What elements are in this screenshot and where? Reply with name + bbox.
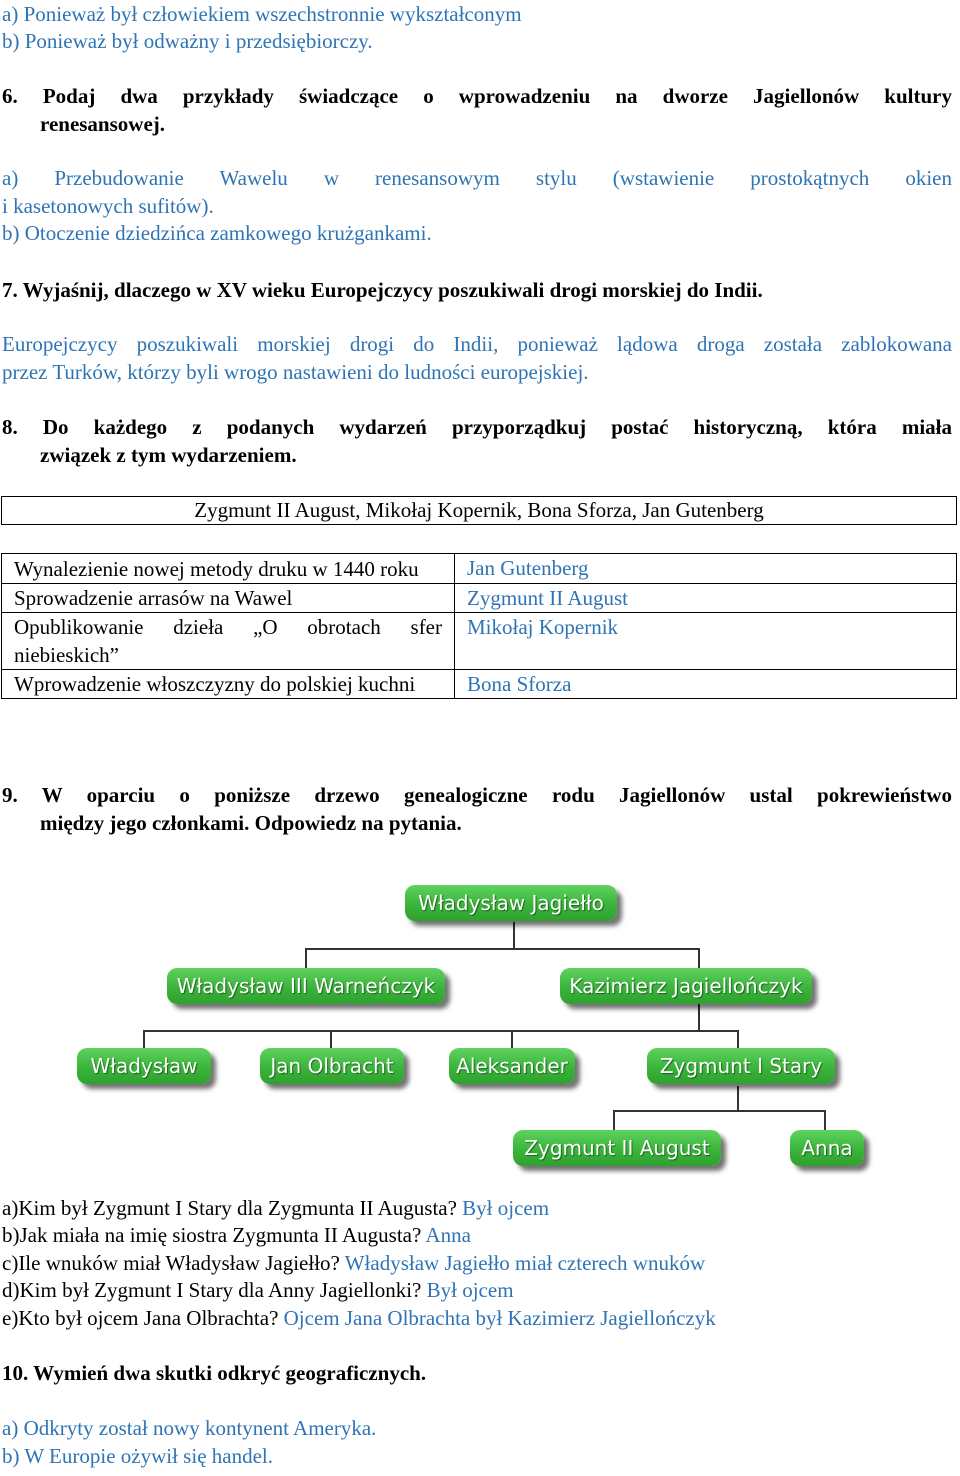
q9-question-a: a)Kim był Zygmunt I Stary dla Zygmunta II Augusta?: [2, 1196, 457, 1220]
tree-node-gen3: Władysław: [77, 1048, 211, 1084]
q7-answer-line2: przez Turków, którzy byli wrogo nastawieni do ludności europejskiej.: [2, 360, 589, 384]
tree-connector: [737, 1086, 739, 1112]
q8-question-line1: 8. Do każdego z podanych wydarzeń przyporządkuj postać historyczną, która miała: [2, 415, 952, 439]
event-cell: Wynalezienie nowej metody druku w 1440 roku: [2, 554, 455, 584]
q9-qa-d: [2, 1276, 514, 1304]
tree-connector: [737, 1030, 739, 1048]
person-cell: Jan Gutenberg: [455, 554, 957, 584]
tree-node-gen4: Zygmunt II August: [513, 1130, 721, 1166]
q6-answer-a-line2: i kasetonowych sufitów).: [2, 194, 214, 218]
person-cell: Zygmunt II August: [455, 584, 957, 613]
q9-qa-e: [2, 1304, 716, 1332]
q9-qa-c: [2, 1249, 705, 1277]
q9-answer-a: Był ojcem: [462, 1196, 550, 1220]
q9-question-d: d)Kim był Zygmunt I Stary dla Anny Jagiellonki?: [2, 1278, 422, 1302]
q8-names-box: Zygmunt II August, Mikołaj Kopernik, Bona Sforza, Jan Gutenberg: [1, 496, 957, 525]
q9-answer-d: Był ojcem: [426, 1278, 514, 1302]
tree-node-gen4: Anna: [790, 1130, 864, 1166]
q8-question-line2: związek z tym wydarzeniem.: [40, 443, 297, 467]
tree-connector: [511, 1030, 513, 1048]
q9-answer-e: Ojcem Jana Olbrachta był Kazimierz Jagiellończyk: [283, 1306, 716, 1330]
table-row: [2, 670, 957, 699]
event-cell: Wprowadzenie włoszczyzny do polskiej kuchni: [2, 670, 455, 699]
tree-connector: [305, 948, 307, 968]
q7-answer-line1: Europejczycy poszukiwali morskiej drogi do Indii, ponieważ lądowa droga została zablokowana: [2, 332, 952, 356]
tree-connector: [698, 948, 700, 968]
person-cell: Mikołaj Kopernik: [455, 613, 957, 670]
q9-question-e: e)Kto był ojcem Jana Olbrachta?: [2, 1306, 279, 1330]
q5-answer-b: b) Ponieważ był odważny i przedsiębiorczy.: [2, 29, 373, 53]
tree-node-gen3: Aleksander: [449, 1048, 575, 1084]
q10-question: 10. Wymień dwa skutki odkryć geograficznych.: [2, 1361, 427, 1385]
q9-question-c: c)Ile wnuków miał Władysław Jagiełło?: [2, 1251, 340, 1275]
tree-node-gen3: Jan Olbracht: [260, 1048, 404, 1084]
q10-answer-b: b) W Europie ożywił się handel.: [2, 1444, 273, 1468]
q8-match-table: [1, 553, 957, 699]
tree-connector: [513, 922, 515, 950]
tree-connector: [143, 1030, 145, 1048]
tree-node-gen3: Zygmunt I Stary: [647, 1048, 835, 1084]
q10-answer-a: a) Odkryty został nowy kontynent Ameryka.: [2, 1416, 377, 1440]
table-row: [2, 554, 957, 584]
tree-node-gen2: Kazimierz Jagiellończyk: [560, 968, 812, 1004]
q6-question-line2: renesansowej.: [40, 112, 166, 136]
q9-question-line2: między jego członkami. Odpowiedz na pytania.: [40, 811, 462, 835]
q7-question: 7. Wyjaśnij, dlaczego w XV wieku Europejczycy poszukiwali drogi morskiej do Indii.: [2, 278, 763, 302]
q9-question-line1: 9. W oparciu o poniższe drzewo genealogiczne rodu Jagiellonów ustal pokrewieństwo: [2, 783, 952, 807]
q5-answer-a: a) Ponieważ był człowiekiem wszechstronnie wykształconym: [2, 2, 522, 26]
tree-connector: [305, 948, 700, 950]
table-row: [2, 584, 957, 613]
q6-question-line1: 6. Podaj dwa przykłady świadczące o wprowadzeniu na dworze Jagiellonów kultury: [2, 84, 952, 108]
q9-question-b: b)Jak miała na imię siostra Zygmunta II Augusta?: [2, 1223, 422, 1247]
q9-answer-c: Władysław Jagiełło miał czterech wnuków: [344, 1251, 706, 1275]
tree-connector: [330, 1030, 332, 1048]
q6-answer-b: b) Otoczenie dziedzińca zamkowego krużgankami.: [2, 221, 432, 245]
tree-connector: [824, 1110, 826, 1130]
q6-answer-a-line1: a) Przebudowanie Wawelu w renesansowym stylu (wstawienie prostokątnych okien: [2, 166, 952, 190]
tree-connector: [613, 1110, 826, 1112]
event-cell: Sprowadzenie arrasów na Wawel: [2, 584, 455, 613]
tree-connector: [698, 1004, 700, 1032]
q9-qa-a: [2, 1194, 549, 1222]
tree-node-gen2: Władysław III Warneńczyk: [167, 968, 445, 1004]
tree-connector: [613, 1110, 615, 1130]
tree-connector: [143, 1030, 739, 1032]
table-row: [2, 613, 957, 670]
tree-node-root: Władysław Jagiełło: [405, 885, 617, 921]
q9-answer-b: Anna: [425, 1223, 471, 1247]
event-cell: Opublikowanie dzieła „O obrotach sfer niebieskich”: [2, 613, 455, 670]
person-cell: Bona Sforza: [455, 670, 957, 699]
q9-qa-b: [2, 1221, 471, 1249]
